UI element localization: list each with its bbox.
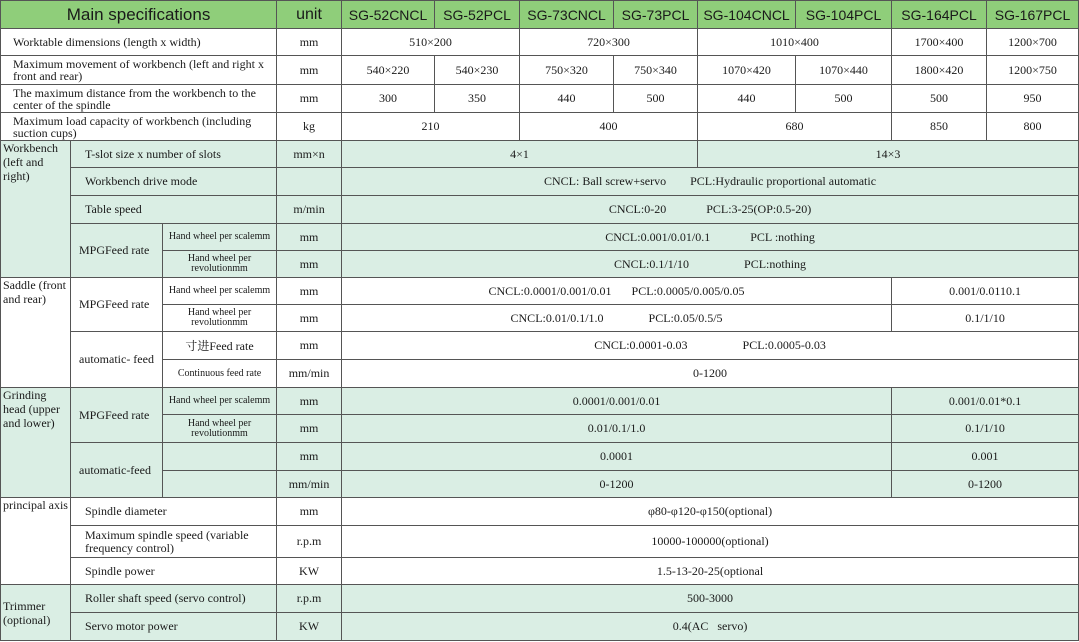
value-cell: 800 — [987, 113, 1079, 141]
row-label: Maximum spindle speed (variable frequency control) — [71, 526, 277, 558]
value-cell — [342, 168, 1079, 196]
row-label: The maximum distance from the workbench to the center of the spindle — [1, 85, 277, 113]
value-cell: 0.4(AC servo) — [342, 613, 1079, 641]
sub-label: Hand wheel per scalemm — [163, 278, 277, 305]
value-cell: 440 — [698, 85, 796, 113]
value-cell: 1200×700 — [987, 29, 1079, 56]
value-cell: 10000-100000(optional) — [342, 526, 1079, 558]
value-cell: 0.0001/0.001/0.01 — [342, 388, 892, 415]
unit-cell: m/min — [277, 196, 342, 224]
value-cell — [342, 305, 892, 332]
value-cell: 0-1200 — [342, 360, 1079, 388]
value-cell: 400 — [520, 113, 698, 141]
unit-cell — [277, 168, 342, 196]
unit-cell: kg — [277, 113, 342, 141]
unit-header: unit — [277, 1, 342, 29]
value-cell — [342, 196, 1079, 224]
value-cell: 510×200 — [342, 29, 520, 56]
value-cell: 0.001/0.0110.1 — [892, 278, 1079, 305]
row-label: Worktable dimensions (length x width) — [1, 29, 277, 56]
row-label: Spindle diameter — [71, 498, 277, 526]
distance-row — [1, 85, 1079, 113]
grind-scale-row — [1, 388, 1079, 415]
table-speed-row — [1, 196, 1079, 224]
drive-mode-row — [1, 168, 1079, 196]
value-cell: 0.001/0.01*0.1 — [892, 388, 1079, 415]
saddle-cont-row — [1, 360, 1079, 388]
value-text: PCL:0.05/0.5/5 — [648, 310, 723, 325]
unit-cell: mm — [277, 498, 342, 526]
model-header: SG-73CNCL — [520, 1, 614, 29]
unit-cell: mm — [277, 332, 342, 360]
movement-row — [1, 56, 1079, 85]
row-label: Spindle power — [71, 558, 277, 585]
model-header: SG-164PCL — [892, 1, 987, 29]
model-header: SG-73PCL — [614, 1, 698, 29]
value-cell: 1070×440 — [796, 56, 892, 85]
unit-cell: mm — [277, 388, 342, 415]
value-cell — [342, 224, 1079, 251]
value-cell: 1070×420 — [698, 56, 796, 85]
unit-cell: mm — [277, 251, 342, 278]
unit-cell: mm — [277, 85, 342, 113]
grind-rev-row — [1, 415, 1079, 443]
unit-cell: mm — [277, 415, 342, 443]
unit-cell: r.p.m — [277, 526, 342, 558]
value-cell: 850 — [892, 113, 987, 141]
value-cell: 500-3000 — [342, 585, 1079, 613]
value-cell: 1010×400 — [698, 29, 892, 56]
value-text: CNCL:0.001/0.01/0.1 — [605, 229, 711, 244]
row-label: Roller shaft speed (servo control) — [71, 585, 277, 613]
mpg-feed-label: MPGFeed rate — [71, 388, 163, 443]
row-label: Table speed — [71, 196, 277, 224]
automatic-feed-label: automatic- feed — [71, 332, 163, 388]
value-cell: 4×1 — [342, 141, 698, 168]
value-cell: 0.01/0.1/1.0 — [342, 415, 892, 443]
value-cell: 500 — [892, 85, 987, 113]
value-text: CNCL:0.1/1/10 — [614, 256, 690, 271]
value-text: PCL:nothing — [744, 256, 807, 271]
sub-label: Hand wheel per revolutionmm — [163, 415, 277, 443]
value-cell: 540×230 — [435, 56, 520, 85]
value-cell: 0-1200 — [892, 471, 1079, 498]
value-cell: 500 — [614, 85, 698, 113]
unit-cell: mm/min — [277, 360, 342, 388]
sub-label: Hand wheel per revolutionmm — [163, 305, 277, 332]
principal-axis-group-label: principal axis — [1, 498, 71, 585]
grind-cont-row — [1, 471, 1079, 498]
value-cell: 1.5-13-20-25(optional — [342, 558, 1079, 585]
mpg-feed-label: MPGFeed rate — [71, 224, 163, 278]
value-cell: 300 — [342, 85, 435, 113]
unit-cell: KW — [277, 613, 342, 641]
sub-label: 寸进Feed rate — [163, 332, 277, 360]
value-cell: 1200×750 — [987, 56, 1079, 85]
value-cell: 350 — [435, 85, 520, 113]
unit-cell: r.p.m — [277, 585, 342, 613]
value-cell: 500 — [796, 85, 892, 113]
servo-power-row — [1, 613, 1079, 641]
value-text: CNCL:0.0001/0.001/0.01 — [488, 283, 612, 298]
sub-label: Hand wheel per revolutionmm — [163, 251, 277, 278]
saddle-rev-row — [1, 305, 1079, 332]
value-cell: 0.1/1/10 — [892, 305, 1079, 332]
model-header: SG-104CNCL — [698, 1, 796, 29]
value-cell — [342, 332, 1079, 360]
value-cell: 720×300 — [520, 29, 698, 56]
value-cell: 0.001 — [892, 443, 1079, 471]
unit-cell: mm/min — [277, 471, 342, 498]
wb-scale-row — [1, 224, 1079, 251]
value-text: CNCL:0-20 — [608, 202, 667, 216]
saddle-group-label: Saddle (front and rear) — [1, 278, 71, 388]
value-cell: 950 — [987, 85, 1079, 113]
saddle-scale-row — [1, 278, 1079, 305]
grind-auto-row — [1, 443, 1079, 471]
value-cell: 1800×420 — [892, 56, 987, 85]
value-cell: 0-1200 — [342, 471, 892, 498]
unit-cell: mm×n — [277, 141, 342, 168]
value-cell: 750×320 — [520, 56, 614, 85]
automatic-feed-label: automatic-feed — [71, 443, 163, 498]
row-label: Maximum movement of workbench (left and right x front and rear) — [1, 56, 277, 85]
model-header: SG-167PCL — [987, 1, 1079, 29]
sub-label — [163, 471, 277, 498]
model-header: SG-52PCL — [435, 1, 520, 29]
unit-cell: mm — [277, 278, 342, 305]
load-row — [1, 113, 1079, 141]
roller-speed-row — [1, 585, 1079, 613]
value-cell: 14×3 — [698, 141, 1079, 168]
unit-cell: mm — [277, 56, 342, 85]
value-cell: 680 — [698, 113, 892, 141]
workbench-group-label: Workbench (left and right) — [1, 141, 71, 278]
spindle-power-row — [1, 558, 1079, 585]
sub-label: Continuous feed rate — [163, 360, 277, 388]
unit-cell: mm — [277, 224, 342, 251]
spindle-diameter-row — [1, 498, 1079, 526]
value-cell: 540×220 — [342, 56, 435, 85]
value-text: PCL:Hydraulic proportional automatic — [690, 174, 877, 188]
tslot-row — [1, 141, 1079, 168]
unit-cell: KW — [277, 558, 342, 585]
value-text: PCL:0.0005-0.03 — [742, 338, 826, 352]
value-cell — [342, 251, 1079, 278]
value-cell: 750×340 — [614, 56, 698, 85]
unit-cell: mm — [277, 29, 342, 56]
trimmer-group-label: Trimmer (optional) — [1, 585, 71, 641]
sub-label: Hand wheel per scalemm — [163, 388, 277, 415]
spindle-speed-row — [1, 526, 1079, 558]
sub-label: Hand wheel per scalemm — [163, 224, 277, 251]
unit-cell: mm — [277, 305, 342, 332]
saddle-inch-row — [1, 332, 1079, 360]
value-cell: 210 — [342, 113, 520, 141]
value-text: CNCL:0.0001-0.03 — [594, 338, 688, 352]
sub-label — [163, 443, 277, 471]
row-label: Maximum load capacity of workbench (including suction cups) — [1, 113, 277, 141]
value-cell: 0.0001 — [342, 443, 892, 471]
mpg-feed-label: MPGFeed rate — [71, 278, 163, 332]
wb-rev-row — [1, 251, 1079, 278]
row-label: Workbench drive mode — [71, 168, 277, 196]
row-label: Servo motor power — [71, 613, 277, 641]
row-label: T-slot size x number of slots — [71, 141, 277, 168]
value-cell: 1700×400 — [892, 29, 987, 56]
model-header: SG-104PCL — [796, 1, 892, 29]
value-text: CNCL: Ball screw+servo — [544, 174, 667, 188]
unit-cell: mm — [277, 443, 342, 471]
value-cell — [342, 278, 892, 305]
model-header: SG-52CNCL — [342, 1, 435, 29]
header-row — [1, 1, 1079, 29]
worktable-row — [1, 29, 1079, 56]
value-text: PCL:3-25(OP:0.5-20) — [706, 202, 812, 216]
value-text: CNCL:0.01/0.1/1.0 — [510, 310, 604, 325]
value-text: PCL:0.0005/0.005/0.05 — [631, 283, 745, 298]
value-text: PCL :nothing — [750, 229, 815, 244]
main-specifications-header: Main specifications — [1, 1, 277, 29]
value-cell: 0.1/1/10 — [892, 415, 1079, 443]
grinding-group-label: Grinding head (upper and lower) — [1, 388, 71, 498]
value-cell: 440 — [520, 85, 614, 113]
value-cell: φ80-φ120-φ150(optional) — [342, 498, 1079, 526]
